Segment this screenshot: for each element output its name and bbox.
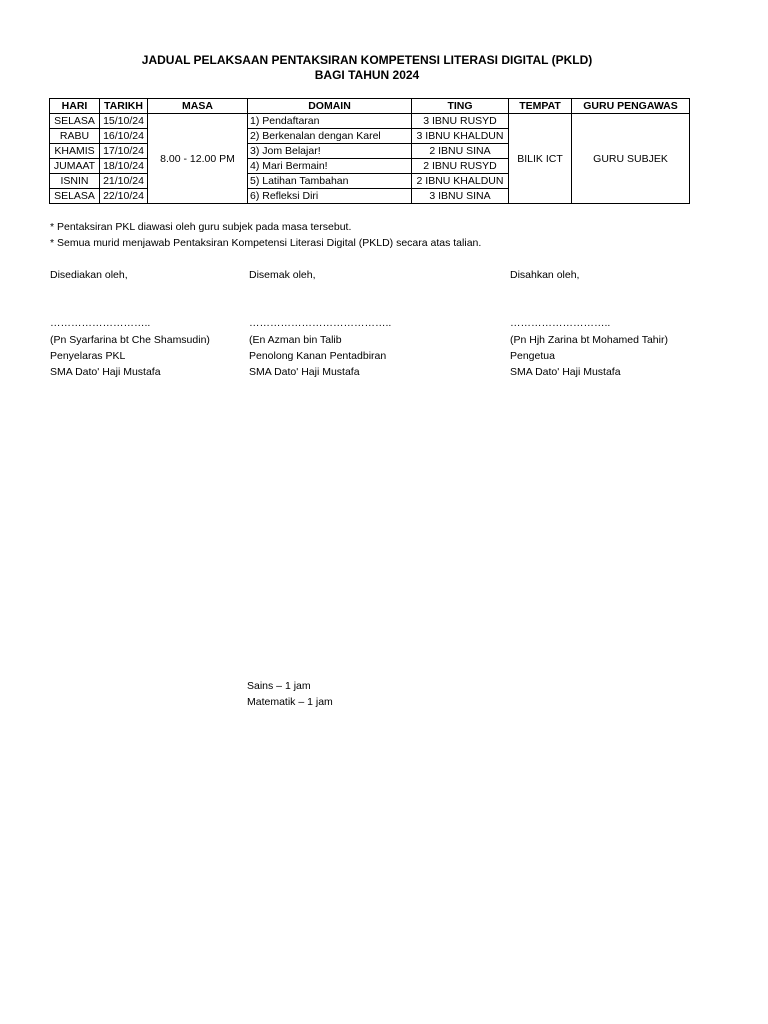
cell-tarikh: 22/10/24 xyxy=(100,189,148,204)
document-title: JADUAL PELAKSAAN PENTAKSIRAN KOMPETENSI LITERASI DIGITAL (PKLD) xyxy=(141,53,593,67)
signature-line: ………………………………….. xyxy=(249,317,392,330)
cell-domain: 3) Jom Belajar! xyxy=(248,144,412,159)
signatory-school: SMA Dato' Haji Mustafa xyxy=(249,366,360,379)
cell-domain: 6) Refleksi Diri xyxy=(248,189,412,204)
cell-tarikh: 17/10/24 xyxy=(100,144,148,159)
cell-masa: 8.00 - 12.00 PM xyxy=(148,114,248,204)
cell-hari: SELASA xyxy=(50,189,100,204)
cell-ting: 2 IBNU KHALDUN xyxy=(412,174,509,189)
note-online: * Semua murid menjawab Pentaksiran Kompetensi Literasi Digital (PKLD) secara atas talian. xyxy=(50,237,482,249)
header-masa: MASA xyxy=(148,99,248,114)
signature-line: ……………………….. xyxy=(510,317,611,330)
subject-duration-item: Sains – 1 jam xyxy=(247,680,311,692)
cell-domain: 1) Pendaftaran xyxy=(248,114,412,129)
signatory-school: SMA Dato' Haji Mustafa xyxy=(510,366,621,379)
cell-hari: RABU xyxy=(50,129,100,144)
table-header-row xyxy=(50,99,690,114)
header-domain: DOMAIN xyxy=(248,99,412,114)
table-row xyxy=(50,114,690,129)
header-guru-pengawas: GURU PENGAWAS xyxy=(572,99,690,114)
cell-domain: 4) Mari Bermain! xyxy=(248,159,412,174)
cell-domain: 5) Latihan Tambahan xyxy=(248,174,412,189)
cell-domain: 2) Berkenalan dengan Karel xyxy=(248,129,412,144)
cell-tarikh: 15/10/24 xyxy=(100,114,148,129)
subject-duration-list xyxy=(247,678,333,710)
signatory-position: Penolong Kanan Pentadbiran xyxy=(249,349,387,362)
signatory-name: (En Azman bin Talib xyxy=(249,333,342,346)
cell-tarikh: 18/10/24 xyxy=(100,159,148,174)
signature-line: ……………………….. xyxy=(50,317,151,330)
document-subtitle: BAGI TAHUN 2024 xyxy=(314,68,420,82)
header-tarikh: TARIKH xyxy=(100,99,148,114)
cell-ting: 3 IBNU SINA xyxy=(412,189,509,204)
cell-tempat: BILIK ICT xyxy=(509,114,572,204)
cell-hari: SELASA xyxy=(50,114,100,129)
cell-hari: ISNIN xyxy=(50,174,100,189)
note-supervision: * Pentaksiran PKL diawasi oleh guru subjek pada masa tersebut. xyxy=(50,221,352,233)
cell-hari: KHAMIS xyxy=(50,144,100,159)
header-tempat: TEMPAT xyxy=(509,99,572,114)
signature-label: Disediakan oleh, xyxy=(50,269,128,281)
cell-hari: JUMAAT xyxy=(50,159,100,174)
cell-ting: 3 IBNU KHALDUN xyxy=(412,129,509,144)
signature-label: Disahkan oleh, xyxy=(510,269,580,281)
signature-label: Disemak oleh, xyxy=(249,269,316,281)
signatory-position: Penyelaras PKL xyxy=(50,349,126,362)
subject-duration-item: Matematik – 1 jam xyxy=(247,696,333,708)
signature-block-prepared xyxy=(50,267,210,380)
schedule-table xyxy=(49,98,690,204)
cell-ting: 2 IBNU SINA xyxy=(412,144,509,159)
header-hari: HARI xyxy=(50,99,100,114)
signature-block-approved xyxy=(510,267,668,380)
cell-ting: 2 IBNU RUSYD xyxy=(412,159,509,174)
cell-tarikh: 21/10/24 xyxy=(100,174,148,189)
cell-tarikh: 16/10/24 xyxy=(100,129,148,144)
signatory-name: (Pn Hjh Zarina bt Mohamed Tahir) xyxy=(510,333,668,346)
signatory-name: (Pn Syarfarina bt Che Shamsudin) xyxy=(50,333,210,346)
signatory-school: SMA Dato' Haji Mustafa xyxy=(50,366,161,379)
signature-block-checked xyxy=(249,267,391,380)
signatory-position: Pengetua xyxy=(510,349,555,362)
cell-guru-pengawas: GURU SUBJEK xyxy=(572,114,690,204)
cell-ting: 3 IBNU RUSYD xyxy=(412,114,509,129)
header-ting: TING xyxy=(412,99,509,114)
